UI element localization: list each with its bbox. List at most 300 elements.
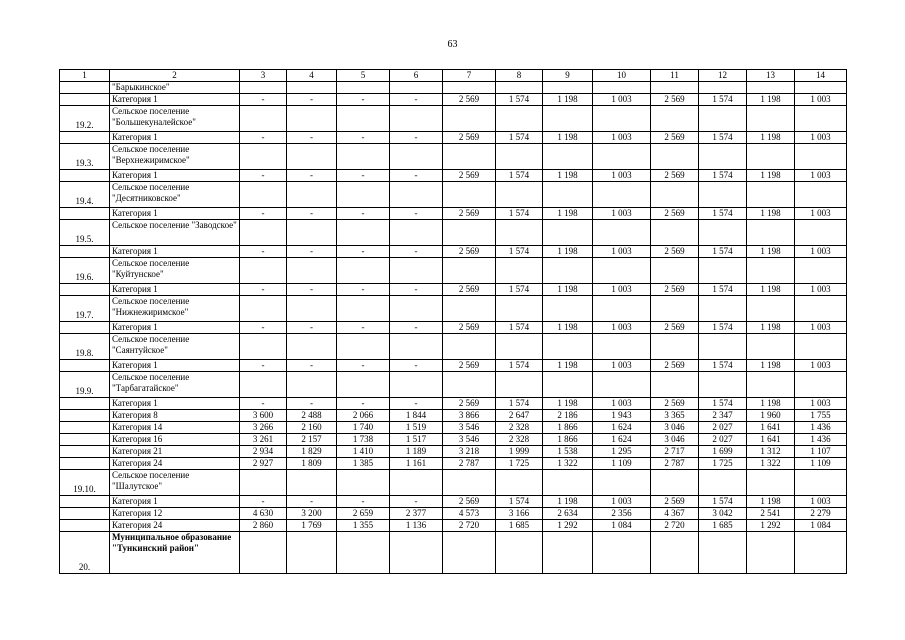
cell-value: 1 538: [543, 446, 593, 458]
cell-value: [795, 82, 847, 94]
cell-value: [543, 182, 593, 208]
cell-value: [390, 532, 443, 574]
cell-value: [543, 334, 593, 360]
cell-value: [240, 334, 287, 360]
row-index: 19.8.: [60, 334, 110, 360]
table-row: [60, 398, 847, 410]
cell-value: 1 003: [795, 322, 847, 334]
column-header: 10: [593, 70, 651, 82]
cell-value: [543, 220, 593, 246]
row-name: Категория 1: [110, 246, 240, 258]
cell-value: [651, 372, 699, 398]
cell-value: 2 787: [651, 458, 699, 470]
cell-value: [390, 182, 443, 208]
cell-value: 2 569: [443, 94, 496, 106]
cell-value: 1 003: [795, 284, 847, 296]
cell-value: 2 569: [651, 496, 699, 508]
row-index: [60, 208, 110, 220]
cell-value: [747, 334, 795, 360]
row-index: [60, 458, 110, 470]
cell-value: [287, 470, 337, 496]
cell-value: 1 003: [593, 496, 651, 508]
cell-value: 3 365: [651, 410, 699, 422]
row-name: Сельское поселение "Саянтуйское": [110, 334, 240, 360]
cell-value: 2 934: [240, 446, 287, 458]
table-row: [60, 508, 847, 520]
cell-value: 1 641: [747, 434, 795, 446]
cell-value: [240, 82, 287, 94]
cell-value: 1 198: [543, 398, 593, 410]
row-index: [60, 434, 110, 446]
cell-value: -: [287, 170, 337, 182]
column-header: 8: [496, 70, 543, 82]
row-name: Категория 1: [110, 398, 240, 410]
table-row: [60, 82, 847, 94]
cell-value: [795, 220, 847, 246]
cell-value: [287, 372, 337, 398]
cell-value: 1 003: [593, 284, 651, 296]
row-name: Категория 1: [110, 284, 240, 296]
cell-value: [795, 106, 847, 132]
cell-value: 1 003: [593, 360, 651, 372]
cell-value: [390, 296, 443, 322]
cell-value: 1 198: [747, 284, 795, 296]
cell-value: 1 574: [699, 496, 747, 508]
table-row: [60, 208, 847, 220]
table-row: [60, 220, 847, 246]
cell-value: 1 574: [699, 132, 747, 144]
cell-value: 1 198: [747, 246, 795, 258]
cell-value: 1 436: [795, 434, 847, 446]
column-header: 5: [337, 70, 390, 82]
cell-value: [651, 182, 699, 208]
cell-value: 1 198: [747, 208, 795, 220]
cell-value: [795, 334, 847, 360]
row-index: [60, 82, 110, 94]
cell-value: 1 574: [496, 94, 543, 106]
cell-value: [795, 532, 847, 574]
cell-value: [543, 296, 593, 322]
row-name: "Барыкинское": [110, 82, 240, 94]
cell-value: [747, 106, 795, 132]
cell-value: [337, 220, 390, 246]
cell-value: 1 198: [543, 246, 593, 258]
cell-value: -: [337, 284, 390, 296]
cell-value: 2 569: [443, 496, 496, 508]
row-name: Категория 1: [110, 360, 240, 372]
row-name: Сельское поселение "Нижнежиримское": [110, 296, 240, 322]
cell-value: 1 943: [593, 410, 651, 422]
cell-value: 2 541: [747, 508, 795, 520]
cell-value: 1 866: [543, 434, 593, 446]
cell-value: 2 569: [651, 170, 699, 182]
cell-value: 2 356: [593, 508, 651, 520]
cell-value: 1 436: [795, 422, 847, 434]
table-row: [60, 532, 847, 574]
cell-value: 1 295: [593, 446, 651, 458]
cell-value: [496, 258, 543, 284]
cell-value: 1 198: [543, 284, 593, 296]
cell-value: 1 003: [795, 170, 847, 182]
cell-value: -: [240, 208, 287, 220]
cell-value: 2 787: [443, 458, 496, 470]
cell-value: [443, 334, 496, 360]
cell-value: [287, 220, 337, 246]
cell-value: 3 266: [240, 422, 287, 434]
cell-value: -: [240, 496, 287, 508]
cell-value: [543, 470, 593, 496]
cell-value: 1 519: [390, 422, 443, 434]
cell-value: 2 157: [287, 434, 337, 446]
cell-value: 2 488: [287, 410, 337, 422]
row-name: Категория 1: [110, 496, 240, 508]
cell-value: 3 042: [699, 508, 747, 520]
cell-value: 1 198: [543, 170, 593, 182]
cell-value: 2 569: [443, 322, 496, 334]
cell-value: -: [337, 322, 390, 334]
cell-value: -: [390, 170, 443, 182]
cell-value: 1 738: [337, 434, 390, 446]
cell-value: [337, 470, 390, 496]
cell-value: -: [287, 496, 337, 508]
cell-value: 1 198: [747, 94, 795, 106]
table-row: [60, 94, 847, 106]
cell-value: [496, 372, 543, 398]
row-index: 19.2.: [60, 106, 110, 132]
cell-value: [337, 182, 390, 208]
cell-value: [795, 470, 847, 496]
row-index: [60, 496, 110, 508]
row-index: [60, 520, 110, 532]
column-header: 2: [110, 70, 240, 82]
table-row: [60, 458, 847, 470]
cell-value: [496, 220, 543, 246]
cell-value: [337, 532, 390, 574]
cell-value: 1 574: [496, 322, 543, 334]
cell-value: 3 200: [287, 508, 337, 520]
cell-value: [443, 82, 496, 94]
row-index: [60, 446, 110, 458]
cell-value: -: [390, 360, 443, 372]
cell-value: 2 347: [699, 410, 747, 422]
cell-value: 1 725: [699, 458, 747, 470]
cell-value: 3 218: [443, 446, 496, 458]
cell-value: 1 574: [496, 208, 543, 220]
cell-value: [795, 372, 847, 398]
cell-value: -: [240, 322, 287, 334]
cell-value: [496, 182, 543, 208]
cell-value: 1 385: [337, 458, 390, 470]
cell-value: [543, 258, 593, 284]
row-name: Категория 24: [110, 458, 240, 470]
row-index: 19.7.: [60, 296, 110, 322]
cell-value: [240, 296, 287, 322]
cell-value: 2 569: [443, 360, 496, 372]
cell-value: [747, 532, 795, 574]
row-name: Категория 1: [110, 170, 240, 182]
cell-value: 1 574: [496, 132, 543, 144]
cell-value: -: [337, 246, 390, 258]
cell-value: 2 569: [443, 246, 496, 258]
cell-value: [699, 220, 747, 246]
cell-value: 3 600: [240, 410, 287, 422]
cell-value: [543, 532, 593, 574]
cell-value: 1 003: [795, 496, 847, 508]
cell-value: 3 166: [496, 508, 543, 520]
row-index: [60, 410, 110, 422]
cell-value: 1 574: [699, 322, 747, 334]
row-name: Сельское поселение "Тарбагатайское": [110, 372, 240, 398]
cell-value: 2 720: [443, 520, 496, 532]
cell-value: 1 003: [795, 208, 847, 220]
cell-value: -: [390, 284, 443, 296]
cell-value: 1 517: [390, 434, 443, 446]
cell-value: 2 634: [543, 508, 593, 520]
column-header: 12: [699, 70, 747, 82]
cell-value: [747, 182, 795, 208]
cell-value: 1 740: [337, 422, 390, 434]
cell-value: 4 367: [651, 508, 699, 520]
table-row: [60, 434, 847, 446]
cell-value: 1 844: [390, 410, 443, 422]
cell-value: 2 647: [496, 410, 543, 422]
row-name: Категория 8: [110, 410, 240, 422]
cell-value: [699, 258, 747, 284]
cell-value: [337, 296, 390, 322]
cell-value: 2 569: [651, 246, 699, 258]
row-name: Сельское поселение "Шалутское": [110, 470, 240, 496]
row-name: Категория 12: [110, 508, 240, 520]
table-row: [60, 372, 847, 398]
row-name: Категория 14: [110, 422, 240, 434]
cell-value: -: [390, 94, 443, 106]
cell-value: 2 720: [651, 520, 699, 532]
cell-value: [651, 296, 699, 322]
cell-value: 1 189: [390, 446, 443, 458]
cell-value: 1 003: [593, 94, 651, 106]
cell-value: -: [240, 170, 287, 182]
cell-value: [240, 470, 287, 496]
cell-value: 1 109: [593, 458, 651, 470]
cell-value: [390, 372, 443, 398]
cell-value: [496, 144, 543, 170]
cell-value: 1 003: [593, 208, 651, 220]
table-row: [60, 284, 847, 296]
cell-value: 3 261: [240, 434, 287, 446]
cell-value: -: [240, 132, 287, 144]
cell-value: [747, 296, 795, 322]
row-name: Категория 1: [110, 94, 240, 106]
cell-value: [699, 334, 747, 360]
cell-value: [443, 182, 496, 208]
cell-value: 2 569: [651, 398, 699, 410]
cell-value: 1 699: [699, 446, 747, 458]
cell-value: 1 809: [287, 458, 337, 470]
cell-value: [699, 106, 747, 132]
cell-value: [593, 372, 651, 398]
cell-value: 1 003: [593, 170, 651, 182]
column-header: 7: [443, 70, 496, 82]
row-name: Категория 21: [110, 446, 240, 458]
cell-value: 1 198: [543, 496, 593, 508]
row-index: [60, 422, 110, 434]
cell-value: [543, 82, 593, 94]
cell-value: 2 328: [496, 422, 543, 434]
cell-value: [337, 82, 390, 94]
cell-value: -: [287, 284, 337, 296]
cell-value: -: [287, 322, 337, 334]
row-index: 20.: [60, 532, 110, 574]
cell-value: 1 003: [795, 94, 847, 106]
cell-value: [390, 334, 443, 360]
table-row: [60, 360, 847, 372]
cell-value: -: [337, 94, 390, 106]
cell-value: [651, 470, 699, 496]
cell-value: 1 292: [543, 520, 593, 532]
cell-value: [747, 82, 795, 94]
cell-value: [287, 296, 337, 322]
cell-value: 2 377: [390, 508, 443, 520]
cell-value: -: [337, 360, 390, 372]
cell-value: -: [337, 398, 390, 410]
page-number: 63: [447, 39, 458, 50]
cell-value: [240, 144, 287, 170]
cell-value: 1 003: [593, 322, 651, 334]
cell-value: 1 198: [747, 360, 795, 372]
cell-value: [593, 258, 651, 284]
cell-value: 2 717: [651, 446, 699, 458]
cell-value: 2 186: [543, 410, 593, 422]
cell-value: 1 198: [747, 132, 795, 144]
cell-value: [443, 220, 496, 246]
cell-value: [543, 372, 593, 398]
cell-value: 1 574: [699, 170, 747, 182]
cell-value: 2 569: [651, 132, 699, 144]
cell-value: [443, 296, 496, 322]
cell-value: 1 574: [699, 360, 747, 372]
row-index: 19.10.: [60, 470, 110, 496]
cell-value: 2 569: [651, 208, 699, 220]
cell-value: 1 725: [496, 458, 543, 470]
header-row: [60, 70, 847, 82]
cell-value: [747, 220, 795, 246]
cell-value: 1 574: [496, 360, 543, 372]
cell-value: [651, 532, 699, 574]
cell-value: [390, 258, 443, 284]
cell-value: 1 084: [593, 520, 651, 532]
cell-value: 1 198: [543, 360, 593, 372]
cell-value: 1 624: [593, 434, 651, 446]
cell-value: [443, 144, 496, 170]
cell-value: [496, 106, 543, 132]
cell-value: 3 546: [443, 422, 496, 434]
cell-value: 1 829: [287, 446, 337, 458]
cell-value: -: [337, 170, 390, 182]
cell-value: [443, 106, 496, 132]
cell-value: [699, 182, 747, 208]
cell-value: 1 322: [543, 458, 593, 470]
column-header: 1: [60, 70, 110, 82]
cell-value: [651, 258, 699, 284]
cell-value: 1 685: [699, 520, 747, 532]
cell-value: [543, 106, 593, 132]
row-name: Сельское поселение "Большекуналейское": [110, 106, 240, 132]
cell-value: [390, 220, 443, 246]
cell-value: [240, 182, 287, 208]
cell-value: [443, 532, 496, 574]
cell-value: 1 312: [747, 446, 795, 458]
cell-value: 3 046: [651, 434, 699, 446]
table-row: [60, 496, 847, 508]
cell-value: [287, 334, 337, 360]
cell-value: -: [240, 360, 287, 372]
cell-value: [496, 82, 543, 94]
table-row: [60, 322, 847, 334]
table-row: [60, 470, 847, 496]
cell-value: 1 084: [795, 520, 847, 532]
cell-value: 2 927: [240, 458, 287, 470]
cell-value: [593, 220, 651, 246]
cell-value: 3 546: [443, 434, 496, 446]
table-row: [60, 296, 847, 322]
row-name: Категория 1: [110, 322, 240, 334]
row-index: [60, 284, 110, 296]
cell-value: [699, 470, 747, 496]
table-row: [60, 246, 847, 258]
cell-value: [747, 144, 795, 170]
cell-value: [240, 106, 287, 132]
table-row: [60, 258, 847, 284]
cell-value: 1 574: [496, 284, 543, 296]
row-name: Категория 1: [110, 132, 240, 144]
cell-value: 2 328: [496, 434, 543, 446]
cell-value: [543, 144, 593, 170]
row-name: Сельское поселение "Заводское": [110, 220, 240, 246]
cell-value: -: [390, 496, 443, 508]
cell-value: [795, 144, 847, 170]
cell-value: 1 003: [593, 398, 651, 410]
cell-value: [795, 182, 847, 208]
cell-value: 1 866: [543, 422, 593, 434]
cell-value: [240, 372, 287, 398]
cell-value: [390, 82, 443, 94]
cell-value: [287, 532, 337, 574]
cell-value: [337, 372, 390, 398]
cell-value: [240, 532, 287, 574]
table-row: [60, 144, 847, 170]
cell-value: 1 574: [699, 94, 747, 106]
cell-value: 3 046: [651, 422, 699, 434]
table-row: [60, 410, 847, 422]
cell-value: -: [390, 132, 443, 144]
cell-value: [443, 372, 496, 398]
column-header: 3: [240, 70, 287, 82]
row-index: [60, 94, 110, 106]
cell-value: -: [390, 246, 443, 258]
cell-value: 2 569: [651, 284, 699, 296]
cell-value: [287, 182, 337, 208]
cell-value: 1 003: [795, 398, 847, 410]
cell-value: 2 160: [287, 422, 337, 434]
column-header: 9: [543, 70, 593, 82]
cell-value: [651, 144, 699, 170]
cell-value: 2 066: [337, 410, 390, 422]
cell-value: [747, 470, 795, 496]
cell-value: [795, 258, 847, 284]
cell-value: 1 292: [747, 520, 795, 532]
column-header: 4: [287, 70, 337, 82]
cell-value: [287, 106, 337, 132]
